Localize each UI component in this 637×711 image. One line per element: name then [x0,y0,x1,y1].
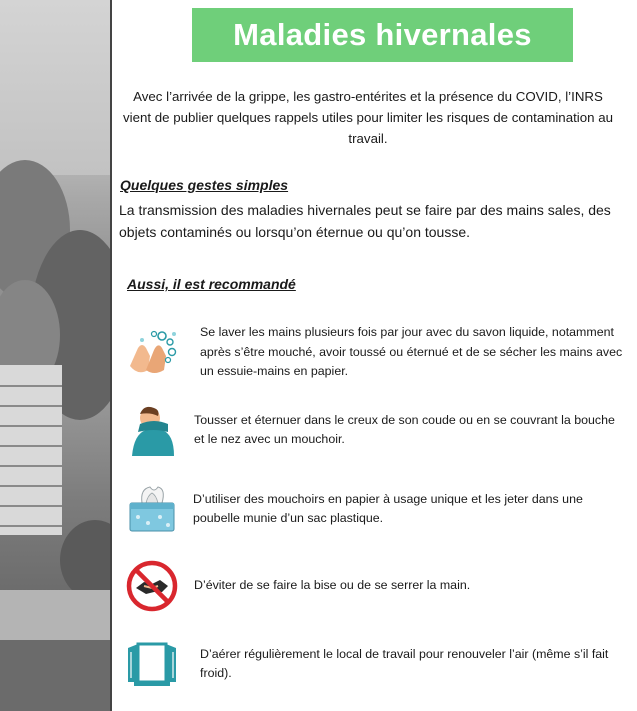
recommendation-item [124,560,624,612]
photo-road [0,590,112,640]
no-handshake-icon [124,560,180,612]
recommendation-item [124,483,624,535]
recommendation-text: D’aérer régulièrement le local de travail pour renouveler l’air (même s’il fait froid). [200,646,609,680]
photo-edge [110,0,112,711]
recommendation-text: D’utiliser des mouchoirs en papier à usage unique et les jeter dans une poubelle munie d’un sac plastique. [193,491,583,525]
section-paragraph-transmission: La transmission des maladies hivernales peut se faire par des mains sales, des objets contaminés ou lorsqu’on éternue ou qu’on tousse. [119,202,611,240]
photo-grass [0,640,112,711]
tissue-box-icon [124,483,180,535]
recommendation-item [124,323,624,382]
recommendation-item [124,638,624,690]
cough-elbow-icon [124,404,180,456]
section-heading-gestes: Quelques gestes simples [120,177,289,193]
photo-tree [60,520,112,600]
photo-building [0,365,62,535]
photo-sky [0,0,112,175]
recommendation-item [124,404,624,456]
recommendation-text: Tousser et éternuer dans le creux de son coude ou en se couvrant la bouche et le nez avec un mouchoir. [194,412,615,446]
open-window-icon [124,638,180,690]
recommendation-text: Se laver les mains plusieurs fois par jour avec du savon liquide, notamment après s’être mouché, avoir toussé ou éternué et de se sécher les mains avec un essuie-mains en papier. [200,325,623,378]
intro-paragraph: Avec l’arrivée de la grippe, les gastro-entérites et la présence du COVID, l’INRS vient de publier quelques rappels utiles pour limiter les risques de contamination au travail. [122,89,614,146]
page-title: Maladies hivernales [233,17,532,52]
handwash-icon [124,326,180,378]
background-photo [0,0,112,711]
section-heading-recommande: Aussi, il est recommandé [127,276,296,292]
recommendation-text: D’éviter de se faire la bise ou de se serrer la main. [194,578,471,593]
title-banner [192,8,573,62]
